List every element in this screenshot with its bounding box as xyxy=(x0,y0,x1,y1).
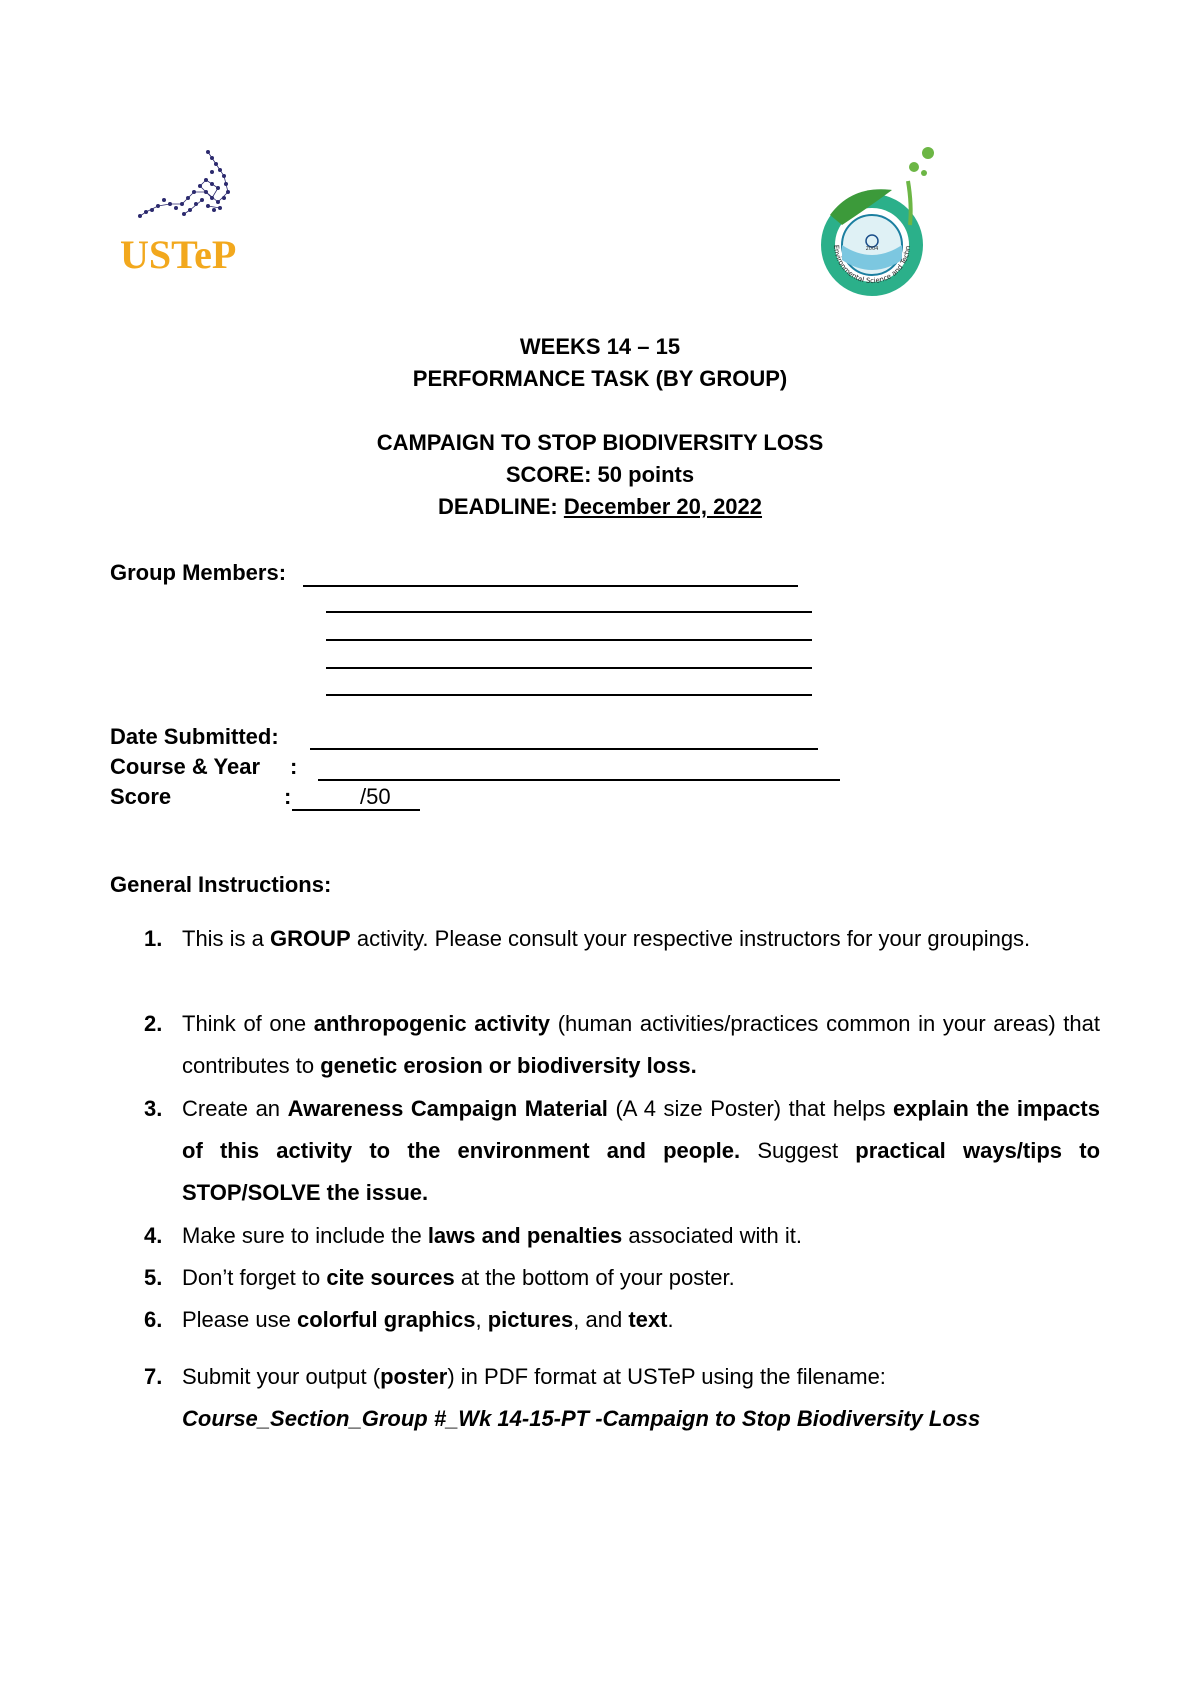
score-label: Score xyxy=(110,784,172,809)
svg-text:Environmental Science and Tech: Environmental Science and Techn xyxy=(831,244,913,286)
course-year-colon: : xyxy=(290,754,298,779)
deadline-date: December 20, 2022 xyxy=(563,494,763,519)
score-value: /50 xyxy=(360,784,391,809)
instruction-number: 6. xyxy=(144,1307,163,1332)
instruction-text: Think of one anthropogenic activity (human activities/practices common in your areas) that contributes to genetic erosion or biodiversity loss. xyxy=(182,1011,1101,1078)
group-member-line-1[interactable] xyxy=(303,585,798,587)
score-heading: SCORE: 50 points xyxy=(505,462,695,487)
date-submitted-label: Date Submitted: xyxy=(110,724,279,749)
department-seal xyxy=(812,145,947,300)
score-field[interactable] xyxy=(292,809,420,811)
weeks-heading: WEEKS 14 – 15 xyxy=(519,334,681,359)
course-year-label: Course & Year xyxy=(110,754,261,779)
title-heading: CAMPAIGN TO STOP BIODIVERSITY LOSS xyxy=(376,430,824,455)
instruction-number: 7. xyxy=(144,1364,163,1389)
instruction-text: Create an Awareness Campaign Material (A 4 size Poster) that helps explain the impacts of this activity to the environment and people. Suggest practical ways/tips to STOP/SOLVE the issue. xyxy=(182,1096,1101,1205)
ustep-logo-text: USTeP xyxy=(120,232,237,277)
deadline-heading xyxy=(0,494,1200,520)
instruction-number: 4. xyxy=(144,1223,163,1248)
group-member-line-3[interactable] xyxy=(326,639,812,641)
instructions-heading: General Instructions: xyxy=(110,872,332,897)
instruction-text: Make sure to include the laws and penalties associated with it. xyxy=(182,1223,802,1248)
course-year-field[interactable] xyxy=(318,779,840,781)
submission-filename: Course_Section_Group #_Wk 14-15-PT -Campaign to Stop Biodiversity Loss xyxy=(182,1406,981,1431)
group-member-line-2[interactable] xyxy=(326,611,812,613)
group-members-label: Group Members: xyxy=(110,560,287,585)
instruction-number: 3. xyxy=(144,1096,163,1121)
instruction-number: 5. xyxy=(144,1265,163,1290)
instruction-text: Don’t forget to cite sources at the bottom of your poster. xyxy=(182,1265,735,1290)
instruction-text: This is a GROUP activity. Please consult your respective instructors for your groupings. xyxy=(182,926,1031,951)
instruction-number: 2. xyxy=(144,1011,163,1036)
group-member-line-4[interactable] xyxy=(326,667,812,669)
score-colon: : xyxy=(284,784,292,809)
deadline-label: DEADLINE: xyxy=(437,494,564,519)
instruction-number: 1. xyxy=(144,926,163,951)
date-submitted-field[interactable] xyxy=(310,748,818,750)
instruction-text: Please use colorful graphics, pictures, and text. xyxy=(182,1307,674,1332)
group-member-line-5[interactable] xyxy=(326,694,812,696)
svg-text:2004: 2004 xyxy=(865,246,879,252)
task-heading: PERFORMANCE TASK (BY GROUP) xyxy=(412,366,788,391)
instruction-text: Submit your output (poster) in PDF format at USTeP using the filename: Course_Section_Group #_Wk 14-15-PT -Campaign to Stop Biodiversity Loss xyxy=(182,1364,981,1431)
ustep-logo xyxy=(120,140,250,280)
